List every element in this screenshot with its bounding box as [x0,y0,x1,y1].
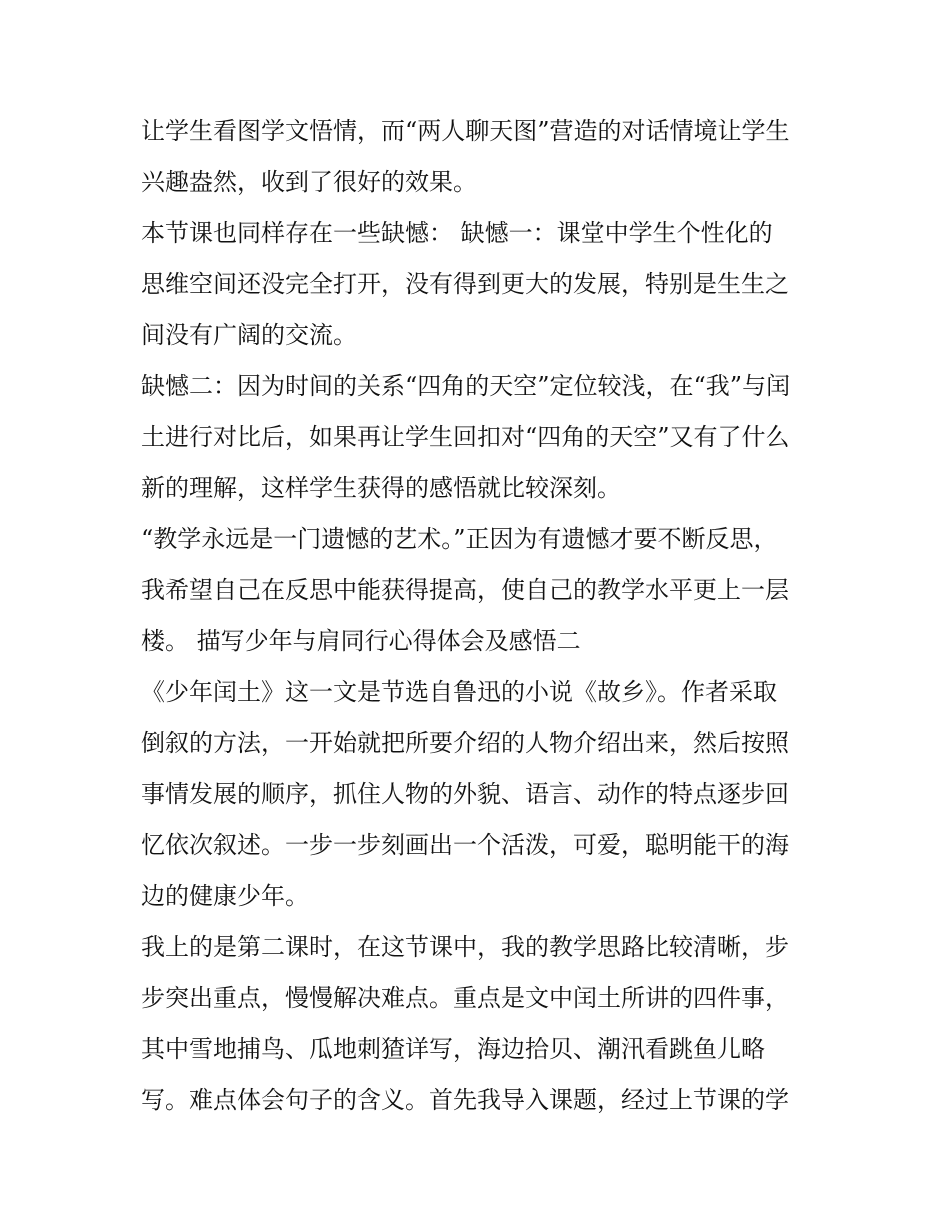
text-line: 倒叙的方法，一开始就把所要介绍的人物介绍出来，然后按照 [141,729,789,757]
text-line: 思维空间还没完全打开，没有得到更大的发展，特别是生生之 [141,270,789,298]
text-line: “教学永远是一门遗憾的艺术。”正因为有遗憾才要不断反思， [141,525,778,553]
text-line: 忆依次叙述。一步一步刻画出一个活泼，可爱，聪明能干的海 [141,831,789,859]
text-line: 兴趣盎然，收到了很好的效果。 [141,168,477,196]
text-line: 边的健康少年。 [141,882,309,910]
document-body [141,106,821,1126]
text-line: 本节课也同样存在一些缺憾： 缺憾一：课堂中学生个性化的 [141,219,773,247]
text-line: 楼。 描写少年与肩同行心得体会及感悟二 [141,627,581,655]
text-line: 事情发展的顺序，抓住人物的外貌、语言、动作的特点逐步回 [141,780,789,808]
text-line: 我希望自己在反思中能获得提高，使自己的教学水平更上一层 [141,576,789,604]
text-line: 其中雪地捕鸟、瓜地刺猹详写，海边拾贝、潮汛看跳鱼儿略 [141,1035,765,1063]
text-line: 土进行对比后，如果再让学生回扣对“四角的天空”又有了什么 [141,423,790,451]
text-line: 《少年闰土》这一文是节选自鲁迅的小说《故乡》。作者采取 [141,678,777,706]
text-line: 间没有广阔的交流。 [141,321,357,349]
text-line: 让学生看图学文悟情，而“两人聊天图”营造的对话情境让学生 [141,117,790,145]
text-line: 新的理解，这样学生获得的感悟就比较深刻。 [141,474,621,502]
text-line: 我上的是第二课时，在这节课中，我的教学思路比较清晰，步 [141,933,789,961]
text-line: 写。难点体会句子的含义。首先我导入课题，经过上节课的学 [141,1086,789,1114]
text-line: 步突出重点，慢慢解决难点。重点是文中闰土所讲的四件事， [141,984,789,1012]
text-line: 缺憾二：因为时间的关系“四角的天空”定位较浅，在“我”与闰 [141,372,791,400]
